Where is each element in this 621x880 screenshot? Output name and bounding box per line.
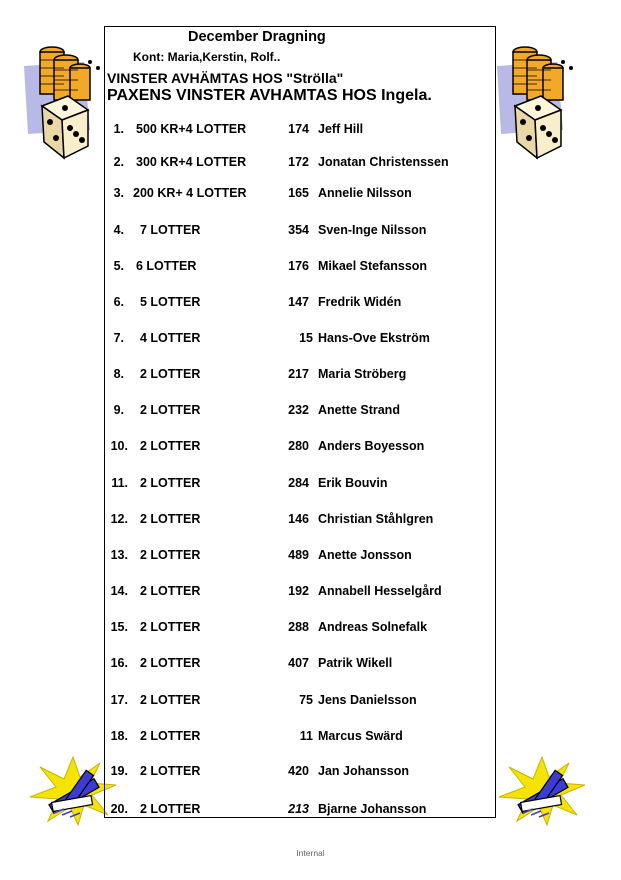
winner-name: Mikael Stefansson <box>318 259 428 273</box>
list-item <box>0 512 621 530</box>
ticket-number: 280 <box>288 439 309 453</box>
winner-name: Anette Jonsson <box>318 548 412 562</box>
ticket-number: 489 <box>288 548 309 562</box>
ticket-number: 232 <box>288 403 309 417</box>
winner-name: Hans-Ove Ekström <box>318 331 430 345</box>
winner-name: Erik Bouvin <box>318 476 388 490</box>
list-item <box>0 295 621 313</box>
rank-number: 3. <box>113 186 124 200</box>
winner-name: Jeff Hill <box>318 122 364 136</box>
winner-name: Maria Ströberg <box>318 367 407 381</box>
winner-name: Sven-Inge Nilsson <box>318 223 427 237</box>
rank-number: 14. <box>110 584 128 598</box>
list-item <box>0 122 621 140</box>
list-item <box>0 331 621 349</box>
rank-number: 13. <box>110 548 128 562</box>
prize-text: 2 LOTTER <box>140 802 201 816</box>
rank-number: 11. <box>111 476 128 490</box>
rank-number: 2. <box>113 155 124 169</box>
ticket-number: 11 <box>299 729 313 743</box>
pax-prize-pickup-line: PAXENS VINSTER AVHAMTAS HOS Ingela. <box>107 87 432 104</box>
rank-number: 20. <box>110 802 128 816</box>
rank-number: 8. <box>113 367 124 381</box>
ticket-number: 75 <box>299 693 313 707</box>
ticket-number: 288 <box>288 620 309 634</box>
winner-name: Anette Strand <box>318 403 400 417</box>
ticket-number: 354 <box>288 223 309 237</box>
prize-text: 2 LOTTER <box>140 729 201 743</box>
rank-number: 9. <box>113 403 124 417</box>
winner-name: Christian Ståhlgren <box>318 512 434 526</box>
ticket-number: 174 <box>288 122 309 136</box>
dice-coins-clipart-left <box>22 38 106 168</box>
ticket-number: 172 <box>288 155 309 169</box>
list-item <box>0 439 621 457</box>
winner-name: Jens Danielsson <box>318 693 417 707</box>
prize-text: 500 KR+4 LOTTER <box>136 122 247 136</box>
prize-text: 2 LOTTER <box>140 764 201 778</box>
list-item <box>0 155 621 173</box>
rank-number: 10. <box>110 439 128 453</box>
rank-number: 18. <box>110 729 128 743</box>
rank-number: 15. <box>110 620 128 634</box>
rank-number: 7. <box>113 331 124 345</box>
ticket-number: 176 <box>288 259 309 273</box>
rank-number: 6. <box>113 295 124 309</box>
rank-number: 16. <box>110 656 128 670</box>
list-item <box>0 802 621 820</box>
prize-text: 2 LOTTER <box>140 476 201 490</box>
ticket-number: 165 <box>288 186 309 200</box>
prize-text: 2 LOTTER <box>140 620 201 634</box>
ticket-number: 147 <box>288 295 309 309</box>
prize-text: 2 LOTTER <box>140 403 201 417</box>
list-item <box>0 403 621 421</box>
prize-text: 2 LOTTER <box>140 548 201 562</box>
prize-text: 200 KR+ 4 LOTTER <box>133 186 247 200</box>
rank-number: 17. <box>110 693 128 707</box>
prize-text: 4 LOTTER <box>140 331 201 345</box>
winner-name: Annelie Nilsson <box>318 186 412 200</box>
list-item <box>0 476 621 494</box>
ticket-number: 407 <box>288 656 309 670</box>
rank-number: 12. <box>110 512 128 526</box>
page-title: December Dragning <box>188 29 326 45</box>
rank-number: 19. <box>110 764 128 778</box>
prize-text: 300 KR+4 LOTTER <box>136 155 247 169</box>
ticket-number: 15 <box>299 331 313 345</box>
prize-text: 6 LOTTER <box>136 259 197 273</box>
rank-number: 5. <box>113 259 124 273</box>
prize-text: 2 LOTTER <box>140 656 201 670</box>
ticket-number: 284 <box>288 476 309 490</box>
list-item <box>0 259 621 277</box>
prize-text: 2 LOTTER <box>140 367 201 381</box>
winner-name: Jonatan Christenssen <box>318 155 449 169</box>
winner-name: Andreas Solnefalk <box>318 620 428 634</box>
prize-text: 5 LOTTER <box>140 295 201 309</box>
contact-line: Kont: Maria,Kerstin, Rolf.. <box>133 50 281 64</box>
list-item <box>0 764 621 782</box>
rank-number: 1. <box>113 122 124 136</box>
classification-label: Internal <box>296 848 325 858</box>
winner-name: Patrik Wikell <box>318 656 393 670</box>
winner-name: Annabell Hesselgård <box>318 584 442 598</box>
list-item <box>0 548 621 566</box>
list-item <box>0 656 621 674</box>
prize-pickup-line: VINSTER AVHÄMTAS HOS "Strölla" <box>107 70 344 86</box>
list-item <box>0 367 621 385</box>
list-item <box>0 186 621 204</box>
list-item <box>0 584 621 602</box>
ticket-number: 146 <box>288 512 309 526</box>
list-item <box>0 693 621 711</box>
winner-name: Fredrik Widén <box>318 295 402 309</box>
winner-name: Jan Johansson <box>318 764 409 778</box>
ticket-number: 192 <box>288 584 309 598</box>
list-item <box>0 729 621 747</box>
prize-text: 2 LOTTER <box>140 584 201 598</box>
ticket-number: 217 <box>288 367 309 381</box>
prize-text: 2 LOTTER <box>140 693 201 707</box>
winner-name: Anders Boyesson <box>318 439 425 453</box>
prize-text: 2 LOTTER <box>140 439 201 453</box>
winner-name: Marcus Swärd <box>318 729 403 743</box>
list-item <box>0 620 621 638</box>
ticket-number: 213 <box>288 802 309 816</box>
winner-name: Bjarne Johansson <box>318 802 427 816</box>
rank-number: 4. <box>113 223 124 237</box>
prize-text: 7 LOTTER <box>140 223 201 237</box>
prize-text: 2 LOTTER <box>140 512 201 526</box>
dice-coins-clipart-right <box>495 38 579 168</box>
list-item <box>0 223 621 241</box>
ticket-number: 420 <box>288 764 309 778</box>
